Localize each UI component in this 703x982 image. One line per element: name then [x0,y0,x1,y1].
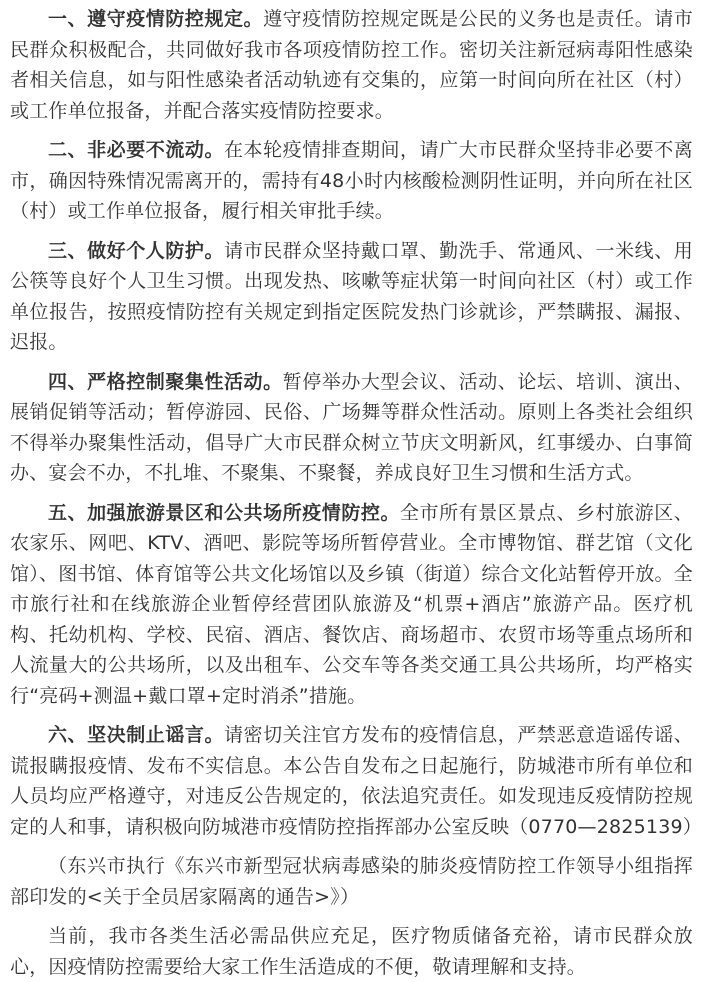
section-3-paragraph [10,236,693,358]
section-6-heading: 六、坚决制止谣言。 [48,724,224,746]
section-6-paragraph [10,720,702,842]
section-4-body: 暂停举办大型会议、活动、论坛、培训、演出、展销促销等活动；暂停游园、民俗、广场舞等群众性活动。原则上各类社会组织不得举办聚集性活动，倡导广大市民群众树立节庆文明新风，红事缓办、白事简办、宴会不办，不扎堆、不聚集、不聚餐，养成良好卫生习惯和生活方式。 [10,370,694,484]
section-2-paragraph [10,135,693,227]
section-5-paragraph [10,498,693,712]
section-1-paragraph [10,4,693,126]
section-2-heading: 二、非必要不流动。 [48,139,224,161]
dongxing-note-paragraph: （东兴市执行《东兴市新型冠状病毒感染的肺炎疫情防控工作领导小组指挥部印发的<关于全员居家隔离的通告>》） [10,855,693,908]
section-5-body: 全市所有景区景点、乡村旅游区、农家乐、网吧、KTV、酒吧、影院等场所暂停营业。全市博物馆、群艺馆（文化馆）、图书馆、体育馆等公共文化场馆以及乡镇（街道）综合文化站暂停开放。全市旅行社和在线旅游企业暂停经营团队旅游及“机票+酒店”旅游产品。医疗机构、托幼机构、学校、民宿、酒店、餐饮店、商场超市、农贸市场等重点场所和人流量大的公共场所，以及出租车、公交车等各类交通工具公共场所，均严格实行“亮码+测温+戴口罩+定时消杀”措施。 [10,501,693,707]
section-1-body: 遵守疫情防控规定既是公民的义务也是责任。请市民群众积极配合，共同做好我市各项疫情防控工作。密切关注新冠病毒阳性感染者相关信息，如与阳性感染者活动轨迹有交集的，应第一时间向所在社区（村）或工作单位报备，并配合落实疫情防控要求。 [10,8,694,122]
section-3-body: 请市民群众坚持戴口罩、勤洗手、常通风、一米线、用公筷等良好个人卫生习惯。出现发热、咳嗽等症状第一时间向社区（村）或工作单位报告，按照疫情防控有关规定到指定医院发热门诊就诊，严禁瞒报、漏报、迟报。 [10,239,693,353]
section-4-paragraph [10,367,693,489]
section-5-heading: 五、加强旅游景区和公共场所疫情防控。 [48,501,400,524]
section-4-heading: 四、严格控制聚集性活动。 [48,370,283,393]
section-3-heading: 三、做好个人防护。 [48,239,224,262]
section-2-body: 在本轮疫情排查期间，请广大市民群众坚持非必要不离市，确因特殊情况需离开的，需持有48小时内核酸检测阴性证明，并向所在社区（村）或工作单位报备，履行相关审批手续。 [10,139,693,222]
closing-paragraph: 当前，我市各类生活必需品供应充足，医疗物质储备充裕，请市民群众放心，因疫情防控需要给大家工作生活造成的不便，敬请理解和支持。 [10,925,693,978]
section-1-heading: 一、遵守疫情防控规定。 [48,8,264,30]
section-6-body: 请密切关注官方发布的疫情信息，严禁恶意造谣传谣、谎报瞒报疫情、发布不实信息。本公告自发布之日起施行，防城港市所有单位和人员均应严格遵守，对违反公告规定的，依法追究责任。如发现违反疫情防控规定的人和事，请积极向防城港市疫情防控指挥部办公室反映（0770—2825139） [10,724,702,838]
